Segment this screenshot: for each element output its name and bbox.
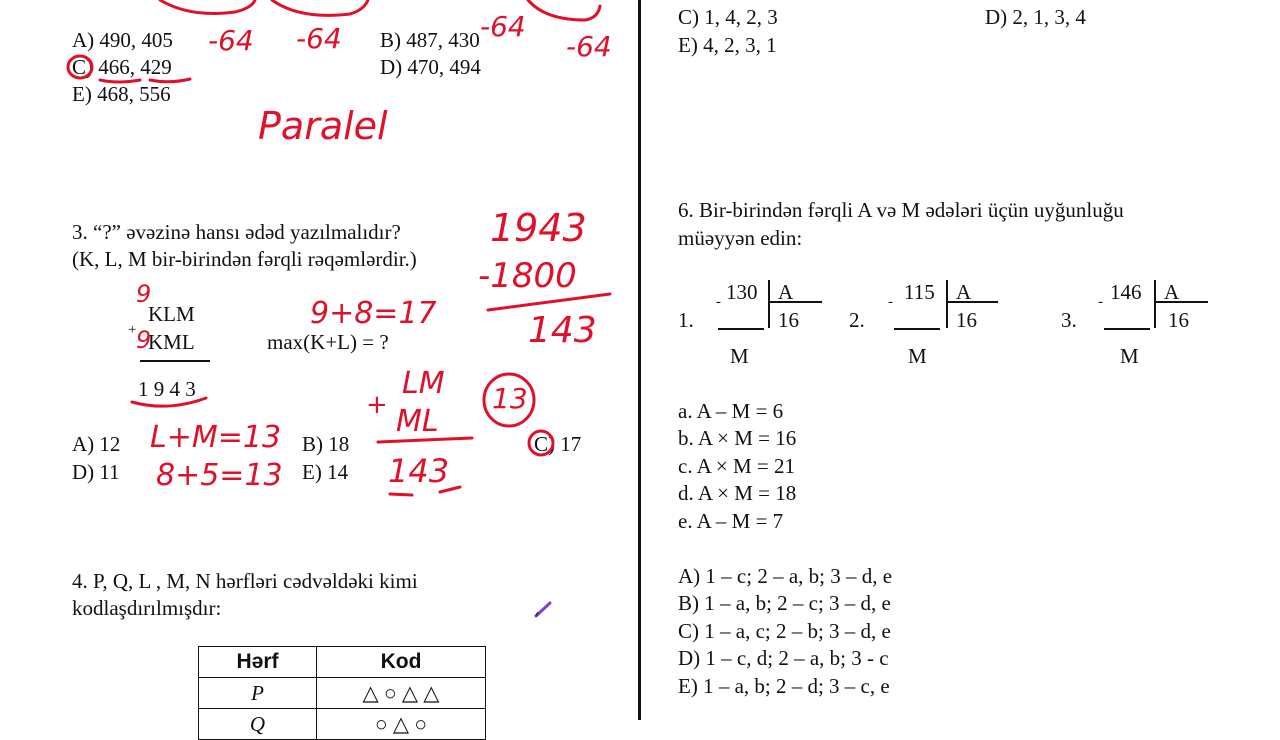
- ink-minus-1800: -1800: [478, 256, 577, 296]
- q3-max-prompt: max(K+L) = ?: [267, 330, 389, 354]
- q6-question-line2: müəyyən edin:: [678, 226, 803, 250]
- ink-ML: ML: [396, 404, 439, 439]
- q5-option-c: C) 1, 4, 2, 3: [678, 5, 778, 29]
- ink-equation-8-5-13: 8+5=13: [156, 458, 283, 493]
- table-header-letter: Hərf: [199, 647, 317, 678]
- q4-question-line2: kodlaşdırılmışdır:: [72, 596, 222, 620]
- ink-minus64-3: -64: [480, 10, 526, 43]
- q6-option-a: A) 1 – c; 2 – a, b; 3 – d, e: [678, 564, 893, 588]
- division-2-divisor: A: [956, 280, 972, 304]
- division-2-sub-line: [894, 328, 940, 330]
- ink-minus64-2: -64: [296, 22, 342, 55]
- pen-cursor-icon: [534, 600, 554, 618]
- division-1-number: 1.: [678, 308, 694, 332]
- division-1-dividend: 130: [726, 280, 758, 304]
- ink-line-1943: [488, 294, 610, 310]
- ink-143-result: 143: [528, 310, 597, 351]
- ink-LM: LM: [402, 366, 445, 401]
- division-2-top-line: [946, 301, 998, 303]
- q2-option-c: C) 466, 429: [72, 55, 172, 79]
- q3-question-line2: (K, L, M bir-birindən fərqli rəqəmlərdir.): [72, 247, 417, 271]
- q5-option-e: E) 4, 2, 3, 1: [678, 33, 777, 57]
- table-header-code: Kod: [317, 647, 486, 678]
- ink-13-circled: 13: [492, 382, 528, 415]
- table-row: [199, 678, 486, 709]
- ink-equation-L-M-13: L+M=13: [150, 420, 282, 455]
- statement-d: d. A × M = 18: [678, 481, 797, 505]
- q3-option-e: E) 14: [302, 460, 349, 484]
- q3-addend-2: KML: [148, 330, 195, 354]
- q6-question-line1: 6. Bir-birindən fərqli A və M ədələri üçün uyğunluğu: [678, 198, 1124, 222]
- code-table: [198, 646, 486, 740]
- ink-minus64-1: -64: [208, 24, 254, 57]
- division-3-sub-line: [1104, 328, 1150, 330]
- q6-option-b: B) 1 – a, b; 2 – c; 3 – d, e: [678, 591, 891, 615]
- ink-minus64-4: -64: [566, 30, 612, 63]
- q2-option-d: D) 470, 494: [380, 55, 481, 79]
- division-3-remainder: M: [1120, 344, 1139, 368]
- division-2-bar: [946, 280, 948, 328]
- division-1-sub-line: [718, 328, 764, 330]
- ink-arc-1: [160, 0, 255, 14]
- q5-option-d: D) 2, 1, 3, 4: [985, 5, 1086, 29]
- q3-option-a: A) 12: [72, 432, 121, 456]
- statement-c: c. A × M = 21: [678, 454, 796, 478]
- q3-addend-1: KLM: [148, 302, 195, 326]
- q6-option-e: E) 1 – a, b; 2 – d; 3 – c, e: [678, 674, 890, 698]
- ink-equation-9-8-17: 9+8=17: [310, 296, 437, 331]
- q3-sum-line: [140, 360, 210, 362]
- division-2-remainder: M: [908, 344, 927, 368]
- statement-a: a. A – M = 6: [678, 399, 784, 423]
- ink-1943: 1943: [490, 206, 587, 250]
- column-divider: [638, 0, 641, 720]
- division-3-divisor: A: [1164, 280, 1180, 304]
- division-3-number: 3.: [1061, 308, 1077, 332]
- q2-option-b: B) 487, 430: [380, 28, 480, 52]
- division-1-bar: [768, 280, 770, 328]
- table-cell-letter: P: [199, 678, 317, 709]
- statement-b: b. A × M = 16: [678, 426, 797, 450]
- ink-arc-2: [272, 0, 368, 15]
- statement-e: e. A – M = 7: [678, 509, 784, 533]
- division-3-top-line: [1154, 301, 1208, 303]
- table-cell-letter: Q: [199, 709, 317, 740]
- division-2-number: 2.: [849, 308, 865, 332]
- division-2-minus: -: [888, 294, 893, 310]
- ink-arc-3: [528, 0, 600, 20]
- division-2-quotient: 16: [956, 308, 977, 332]
- table-cell-code: △ ○ △ △: [317, 678, 486, 709]
- q3-sum: 1 9 4 3: [138, 377, 196, 401]
- q3-option-b: B) 18: [302, 432, 350, 456]
- q2-option-e: E) 468, 556: [72, 82, 171, 106]
- division-1-top-line: [768, 301, 822, 303]
- ink-nine-1: 9: [136, 280, 152, 308]
- q2-option-a: A) 490, 405: [72, 28, 173, 52]
- division-3-quotient: 16: [1168, 308, 1189, 332]
- ink-nine-2: 9: [136, 326, 152, 354]
- q3-option-c: C) 17: [534, 432, 582, 456]
- q3-plus-sign: +: [128, 322, 137, 338]
- division-1-quotient: 16: [778, 308, 799, 332]
- q6-option-d: D) 1 – c, d; 2 – a, b; 3 - c: [678, 646, 889, 670]
- ink-plus: +: [366, 390, 388, 420]
- division-2-dividend: 115: [904, 280, 935, 304]
- division-3-minus: -: [1098, 294, 1103, 310]
- ink-143-sum: 143: [388, 452, 450, 490]
- table-row: [199, 709, 486, 740]
- q3-question-line1: 3. “?” əvəzinə hansı ədəd yazılmalıdır?: [72, 220, 401, 244]
- q3-option-d: D) 11: [72, 460, 120, 484]
- division-1-divisor: A: [778, 280, 794, 304]
- division-3-dividend: 146: [1110, 280, 1142, 304]
- q4-question-line1: 4. P, Q, L , M, N hərfləri cədvəldəki kimi: [72, 569, 418, 593]
- division-3-bar: [1154, 280, 1156, 328]
- ink-underline-143a: [390, 494, 412, 495]
- table-cell-code: ○ △ ○: [317, 709, 486, 740]
- q6-option-c: C) 1 – a, c; 2 – b; 3 – d, e: [678, 619, 891, 643]
- ink-parallel: Paralel: [258, 104, 388, 148]
- division-1-minus: -: [716, 294, 721, 310]
- division-1-remainder: M: [730, 344, 749, 368]
